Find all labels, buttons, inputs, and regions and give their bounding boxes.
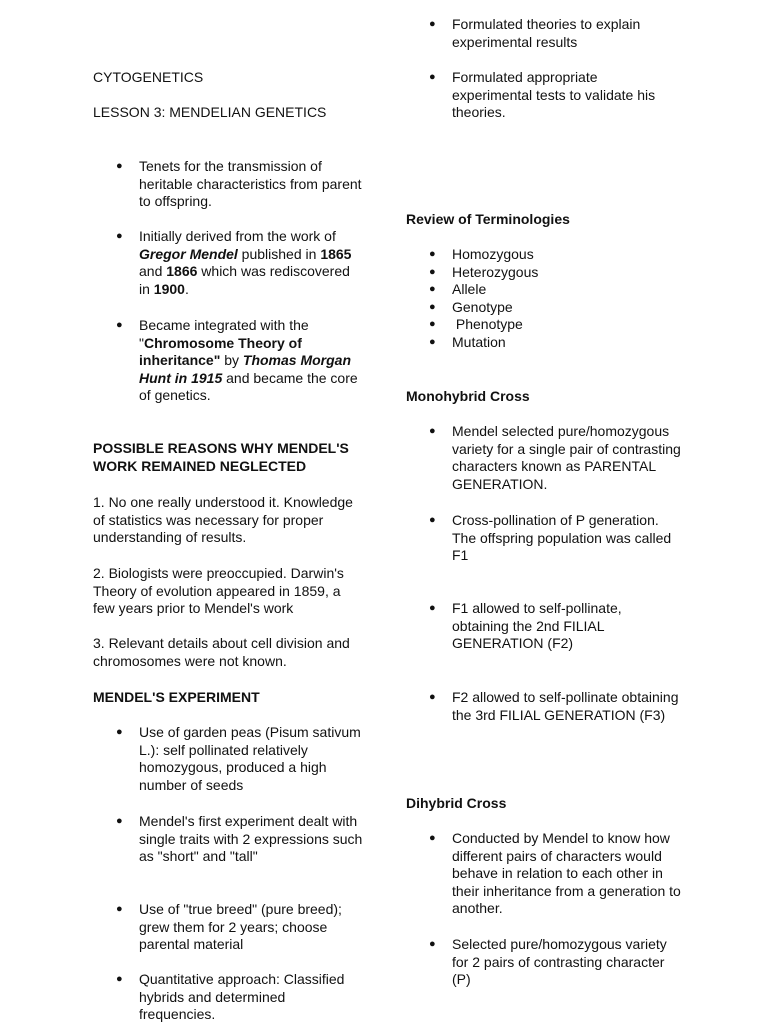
list-item: ● Homozygous [406, 246, 681, 264]
monohybrid-list-4 [406, 689, 681, 724]
monohybrid-list-3 [406, 600, 681, 653]
theories-list [406, 16, 681, 51]
reason-1: 1. No one really understood it. Knowledge of statistics was necessary for proper understanding of results. [93, 494, 353, 546]
list-item: ● Use of garden peas (Pisum sativum L.): self pollinated relatively homozygous, produced a high number of seeds [93, 724, 363, 794]
list-item: ● Use of "true breed" (pure breed); grew them for 2 years; choose parental material [93, 901, 363, 954]
reason-2: 2. Biologists were preoccupied. Darwin's Theory of evolution appeared in 1859, a few years prior to Mendel's work [93, 565, 344, 617]
experiment-list [93, 724, 363, 794]
intro-bullets [93, 158, 363, 211]
list-item: ● Mendel's first experiment dealt with single traits with 2 expressions such as "short" and "tall" [93, 813, 363, 866]
terminology-list [406, 246, 681, 352]
list-item: ● Formulated theories to explain experimental results [406, 16, 681, 51]
list-item: ● Became integrated with the "Chromosome Theory of inheritance" by Thomas Morgan Hunt in 1915 and became the core of genetics. [93, 317, 363, 405]
intro-bullets-3 [93, 317, 363, 405]
mendel-name: Gregor Mendel [139, 245, 238, 262]
list-item: ● Mendel selected pure/homozygous variety for a single pair of contrasting characters known as PARENTAL GENERATION. [406, 423, 681, 493]
list-item: ● Phenotype [406, 316, 681, 334]
lesson-title: LESSON 3: MENDELIAN GENETICS [93, 104, 327, 120]
list-item: ● Tenets for the transmission of heritable characteristics from parent to offspring. [93, 158, 363, 211]
list-item: ● Quantitative approach: Classified hybrids and determined frequencies. [93, 971, 363, 1024]
monohybrid-list [406, 423, 681, 493]
dihybrid-heading: Dihybrid Cross [406, 795, 507, 811]
chromosome-theory: Chromosome Theory of inheritance" [139, 334, 302, 369]
list-item: ● Selected pure/homozygous variety for 2 pairs of contrasting character (P) [406, 936, 681, 989]
morgan-name: Thomas Morgan Hunt in 1915 [139, 352, 352, 386]
list-item: ● Cross-pollination of P generation. The offspring population was called F1 [406, 512, 681, 565]
list-item: ● Genotype [406, 299, 681, 317]
list-item: ● Allele [406, 281, 681, 299]
experiment-list-3 [93, 901, 363, 954]
monohybrid-list-2 [406, 512, 681, 565]
list-item: ● Heterozygous [406, 264, 681, 282]
dihybrid-list-2 [406, 936, 681, 989]
experiment-list-2 [93, 813, 363, 866]
list-item: ● Formulated appropriate experimental tests to validate his theories. [406, 69, 681, 122]
list-item: ● F2 allowed to self-pollinate obtaining the 3rd FILIAL GENERATION (F3) [406, 689, 681, 724]
list-item: ● F1 allowed to self-pollinate, obtaining the 2nd FILIAL GENERATION (F2) [406, 600, 681, 653]
monohybrid-heading: Monohybrid Cross [406, 388, 530, 404]
experiment-list-4 [93, 971, 363, 1024]
neglect-heading: POSSIBLE REASONS WHY MENDEL'S WORK REMAINED NEGLECTED [93, 440, 349, 474]
terminology-heading: Review of Terminologies [406, 211, 570, 227]
doc-title: CYTOGENETICS [93, 69, 204, 85]
list-item: ● Initially derived from the work of Gregor Mendel published in 1865 and 1866 which was rediscovered in 1900. [93, 228, 363, 298]
experiment-heading: MENDEL'S EXPERIMENT [93, 689, 260, 705]
reason-3: 3. Relevant details about cell division and chromosomes were not known. [93, 635, 350, 669]
intro-bullets-2 [93, 228, 363, 298]
list-item: ● Mutation [406, 334, 681, 352]
dihybrid-list [406, 830, 681, 918]
list-item: ● Conducted by Mendel to know how different pairs of characters would behave in relation to each other in their inheritance from a generation to another. [406, 830, 681, 918]
theories-list-2 [406, 69, 681, 122]
